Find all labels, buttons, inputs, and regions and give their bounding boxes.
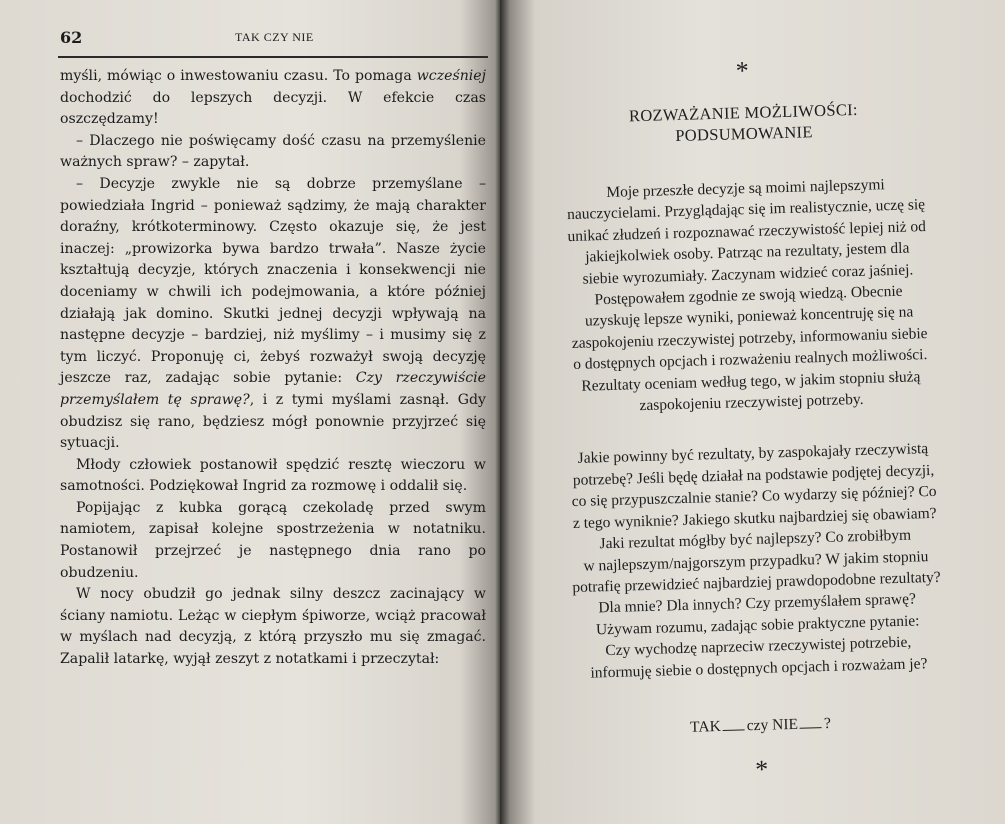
answer-czy-nie: czy NIE — [746, 715, 799, 735]
paragraph — [60, 498, 486, 584]
left-body-text — [60, 66, 486, 671]
summary-line: siebie wyrozumiały. Zaczynam widzieć coraz jaśniej. — [582, 261, 914, 288]
question-line: informuję siebie o dostępnych opcjach i rozważam je? — [590, 654, 928, 682]
top-asterisk: * — [735, 55, 750, 86]
right-page-content — [512, 52, 992, 789]
summary-line: Postępowałem zgodnie ze swoją wiedzą. Obecnie — [594, 282, 903, 309]
running-title: TAK CZY NIE — [235, 30, 314, 44]
paragraph-text: myśli, mówiąc o inwestowaniu czasu. To pomaga — [60, 68, 417, 84]
paragraph — [60, 66, 486, 131]
right-page — [500, 0, 1005, 824]
bottom-asterisk: * — [754, 754, 769, 784]
section-title-line: ROZWAŻANIE MOŻLIWOŚCI: — [628, 99, 859, 126]
question-line: potrzebę? Jeśli będę działał na podstawie podjętej decyzji, — [572, 461, 935, 489]
summary-line: Moje przeszłe decyzje są moimi najlepszymi — [606, 176, 885, 201]
paragraph — [60, 131, 486, 174]
paragraph-text: Popijając z kubka gorącą czekoladę przed swym namiotem, zapisał kolejne spostrzeżenia w notatniku. Postanowił przejrzeć je następnego dnia rano po obudzeniu. — [60, 499, 486, 581]
section-title-line: PODSUMOWANIE — [675, 122, 813, 146]
question-line: co się przypuszczalnie stanie? Co wydarzy się później? Co — [571, 483, 937, 511]
header-rule — [58, 56, 488, 58]
summary-line: zaspokojeniu rzeczywistej potrzeby. — [639, 390, 864, 415]
italic-text: wcześniej — [416, 68, 486, 84]
summary-line: jakiejkolwiek osoby. Patrząc na rezultaty, jestem dla — [585, 239, 910, 266]
left-page — [0, 0, 500, 824]
question-line: w najlepszym/najgorszym przypadku? W jakim stopniu — [583, 547, 929, 575]
paragraph-text: – Decyzje zwykle nie są dobrze przemyślane – powiedziała Ingrid – ponieważ sądzimy, że mają charakter doraźny, krótkoterminowy. Często okazuje się, że jest inaczej: „prowizorka bywa bardzo trwała”. Nasze życie kształtują decyzje, których znaczenia i konsekwencji nie doceniamy w chwili ich podejmowania, a które później działają jak domino. Skutki jednej decyzji wpływają na następne decyzje – bardziej, niż myślimy – i musimy się z tym liczyć. Proponuję ci, żebyś rozważył swoją decyzję jeszcze raz, zadając sobie pytanie: — [60, 175, 486, 387]
question-line: Jaki rezultat mógłby być najlepszy? Co zrobiłbym — [599, 526, 912, 553]
answer-blank — [800, 727, 822, 729]
question-line: potrafię przewidzieć najbardziej prawdopodobne rezultaty? — [572, 568, 941, 596]
summary-line: o dostępnych opcjach i rozważeniu realnych możliwości. — [573, 346, 928, 374]
paragraph — [60, 174, 486, 455]
answer-tak: TAK — [689, 717, 722, 736]
answer-line — [530, 710, 990, 741]
paragraph — [60, 584, 486, 670]
summary-block — [515, 172, 981, 420]
question-line: Używam rozumu, zadając sobie praktyczne pytanie: — [595, 612, 920, 639]
summary-line: zaspokojeniu rzeczywistej potrzeby, informowaniu siebie — [571, 324, 928, 352]
summary-line: Rezultaty oceniam według tego, w jakim stopniu służą — [581, 367, 921, 395]
paragraph-text: , i z tymi myślami zasnął. Gdy obudzisz się rano, będziesz mógł ponownie przyjrzeć się sytuacji. — [60, 391, 486, 452]
summary-line: nauczycielami. Przyglądając się im realistycznie, uczę się — [566, 196, 926, 224]
paragraph-text: W nocy obudził go jednak silny deszcz zacinający w ściany namiotu. Leżąc w ciepłym śpiworze, wciąż pracował w myślach nad decyzją, z którą przyszło mu się zmagać. Zapalił latarkę, wyjął zeszyt z notatkami i przeczytał: — [60, 586, 486, 668]
summary-line: uzyskuję lepsze wyniki, ponieważ koncentruję się na — [584, 303, 914, 331]
paragraph — [60, 455, 486, 498]
italic-text: Czy rzeczywiście przemyślałem tę sprawę? — [60, 370, 486, 408]
section-title — [513, 96, 974, 151]
question-line: Dla mnie? Dla innych? Czy przemyślałem sprawę? — [598, 590, 917, 617]
page-number: 62 — [60, 28, 83, 47]
question-line: z tego wyniknie? Jakiego skutku najbardziej się obawiam? — [572, 504, 937, 532]
answer-mark: ? — [823, 714, 832, 733]
running-head — [60, 28, 490, 48]
paragraph-text: Młody człowiek postanowił spędzić resztę wieczoru w samotności. Podziękował Ingrid za rozmowę i oddalił się. — [60, 456, 486, 495]
answer-blank — [723, 729, 745, 731]
paragraph-text: dochodzić do lepszych decyzji. W efekcie czas oszczędzamy! — [60, 89, 486, 128]
question-line: Jakie powinny być rezultaty, by zaspokajały rzeczywistą — [577, 440, 929, 468]
summary-line: unikać złudzeń i rozpoznawać rzeczywistość lepiej niż od — [567, 217, 927, 245]
questions-block — [523, 437, 989, 685]
paragraph-text: – Dlaczego nie poświęcamy dość czasu na przemyślenie ważnych spraw? – zapytał. — [60, 132, 486, 171]
question-line: Czy wychodzę naprzeciw rzeczywistej potrzebie, — [605, 633, 912, 660]
